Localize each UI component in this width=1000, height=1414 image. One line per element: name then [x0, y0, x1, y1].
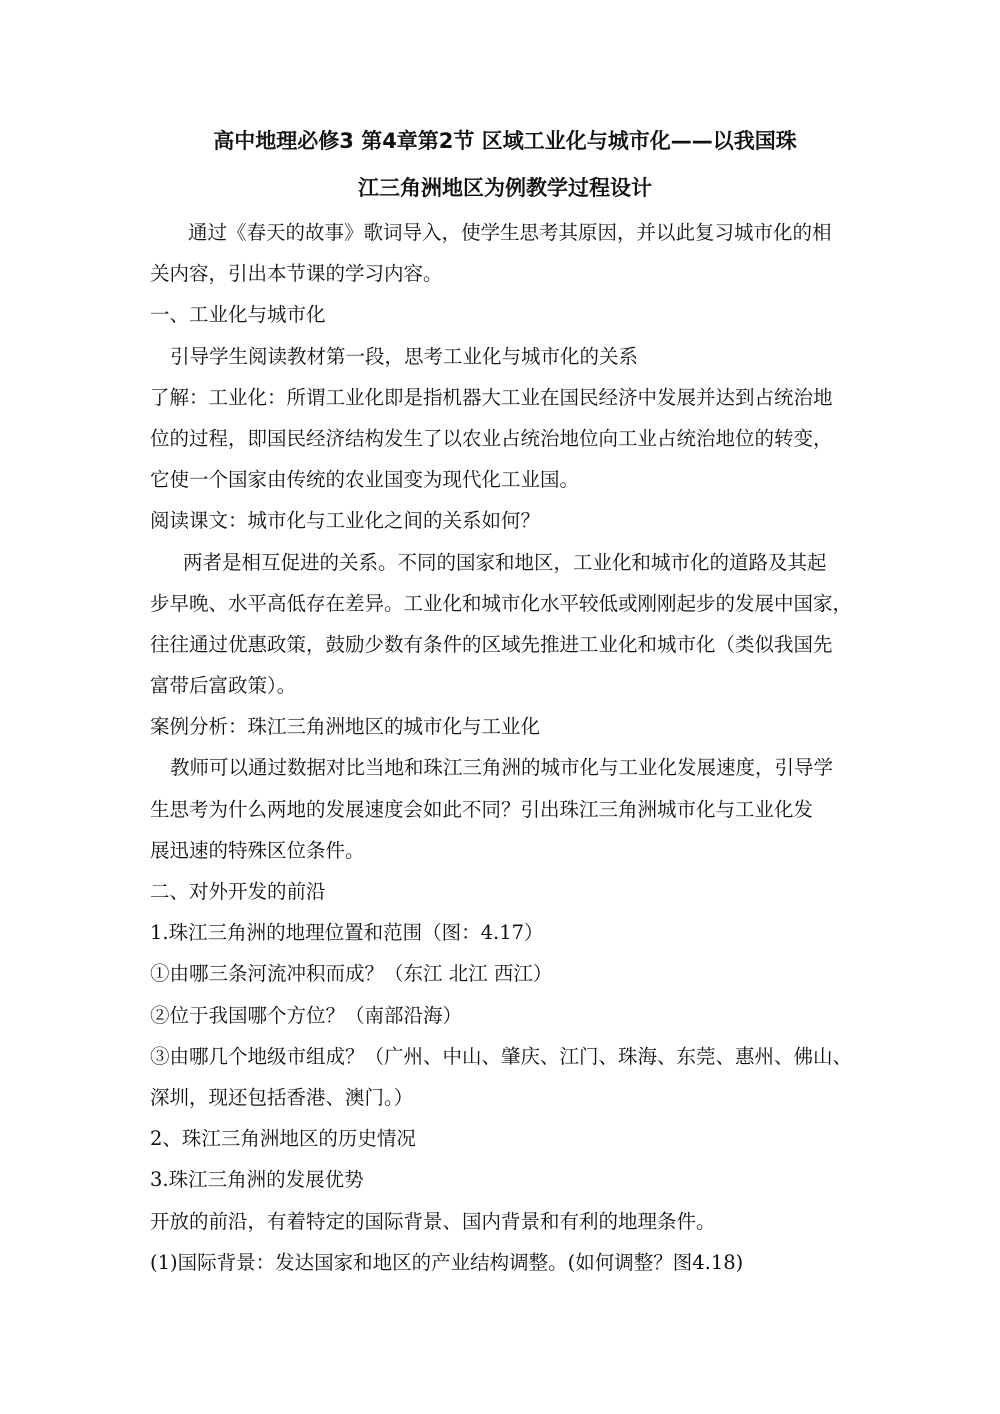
text-line: 引导学生阅读教材第一段，思考工业化与城市化的关系 — [170, 344, 639, 368]
text-line: 它使一个国家由传统的农业国变为现代化工业国。 — [150, 468, 580, 492]
text-line: 了解：工业化：所谓工业化即是指机器大工业在国民经济中发展并达到占统治地 — [150, 385, 833, 409]
text-line: 通过《春天的故事》歌词导入，使学生思考其原因，并以此复习城市化的相 — [188, 221, 832, 244]
text-line: 开放的前沿，有着特定的国际背景、国内背景和有利的地理条件。 — [150, 1209, 716, 1233]
document-title-line-2: 江三角洲地区为例教学过程设计 — [358, 176, 652, 200]
text-line: 两者是相互促进的关系。不同的国家和地区，工业化和城市化的道路及其起 — [183, 550, 827, 574]
text-line: 二、对外开发的前沿 — [150, 880, 326, 903]
text-line: 深圳，现还包括香港、澳门。） — [150, 1085, 414, 1109]
text-line: (1)国际背景：发达国家和地区的产业结构调整。(如何调整？图4.18) — [150, 1250, 744, 1274]
text-line: 关内容，引出本节课的学习内容。 — [150, 262, 443, 286]
text-line: 一、工业化与城市化 — [150, 303, 326, 327]
text-line: ①由哪三条河流冲积而成？（东江 北江 西江） — [150, 962, 553, 986]
text-line: 展迅速的特殊区位条件。 — [150, 838, 365, 862]
text-line: 案例分析：珠江三角洲地区的城市化与工业化 — [150, 715, 541, 739]
text-line: 往往通过优惠政策，鼓励少数有条件的区域先推进工业化和城市化（类似我国先 — [150, 632, 833, 656]
document-title-line-1: 高中地理必修3 第4章第2节 区域工业化与城市化——以我国珠 — [213, 129, 797, 153]
text-line: 位的过程，即国民经济结构发生了以农业占统治地位向工业占统治地位的转变， — [150, 426, 833, 450]
text-line: 2、珠江三角洲地区的历史情况 — [150, 1127, 416, 1151]
text-line: 阅读课文：城市化与工业化之间的关系如何？ — [150, 509, 541, 533]
text-line: 生思考为什么两地的发展速度会如此不同？引出珠江三角洲城市化与工业化发 — [150, 797, 814, 821]
text-line: 教师可以通过数据对比当地和珠江三角洲的城市化与工业化发展速度，引导学 — [170, 756, 834, 780]
text-line: 步早晚、水平高低存在差异。工业化和城市化水平较低或刚刚起步的发展中国家， — [150, 591, 853, 615]
text-line: ②位于我国哪个方位？（南部沿海） — [150, 1003, 463, 1027]
text-line: ③由哪几个地级市组成？（广州、中山、肇庆、江门、珠海、东莞、惠州、佛山、 — [150, 1044, 853, 1068]
document-body — [150, 212, 860, 1283]
text-line: 富带后富政策）。 — [150, 674, 297, 698]
text-line: 1.珠江三角洲的地理位置和范围（图：4.17） — [150, 921, 544, 945]
text-line: 3.珠江三角洲的发展优势 — [150, 1168, 364, 1192]
document-page — [150, 118, 860, 1283]
